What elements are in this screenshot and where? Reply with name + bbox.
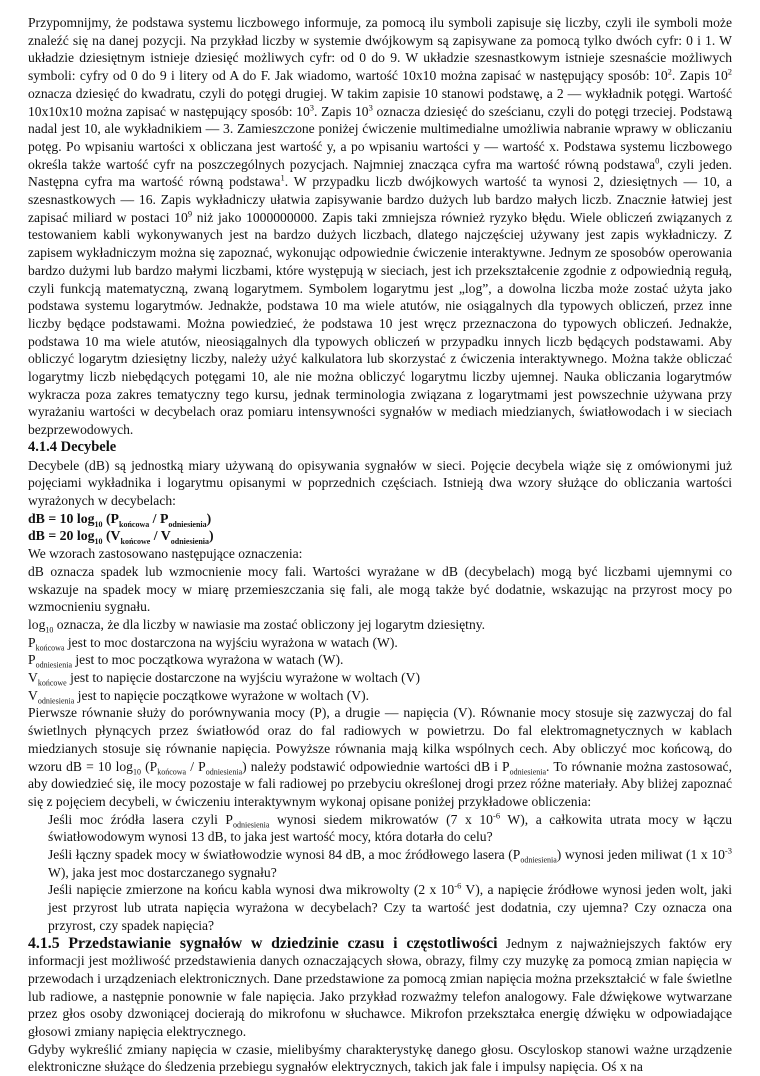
intro-paragraph: Przypomnijmy, że podstawa systemu liczbowego informuje, za pomocą ilu symboli zapisuje się liczby, czyli ile symboli może znaleźć się na danej pozycji. Na przykład liczby w systemie dwójkowym są zapisywane za pomocą tylko dwóch cyfr: 0 i 1. W układzie dziesiętnym istnieje dziesięć możliwych cyfr: od 0 do 9. W układzie szesnastkowym istnieje szesnaście możliwych symboli: cyfry od 0 do 9 i litery od A do F. Jak wiadomo, wartość 10x10 można zapisać w następujący sposób: $10^2$. Zapis $10^2$ oznacza dziesięć do kwadratu, czyli do potęgi drugiej. W takim zapisie 10 stanowi podstawę, a 2 — wykładnik potęgi. Wartość 10x10x10 można zapisać w następujący sposób: $10^3$. Zapis $10^3$ oznacza dziesięć do sześcianu, czyli do potęgi trzeciej. Podstawą nadal jest 10, ale wykładnikiem — 3. Zamieszczone poniżej ćwiczenie multimedialne umożliwia nabranie wprawy w obliczaniu potęg. Po wpisaniu wartości x obliczana jest wartość y, a po wpisaniu wartości y — wartość x. Podstawa systemu liczbowego określa także wartość cyfr na poszczególnych pozycjach. Najmniej znacząca cyfra ma wartość równą podstawa$^0$, czyli jeden. Następna cyfra ma wartość równą podstawa$^1$. W przypadku liczb dwójkowych wartość ta wynosi 2, dziesiętnych — 10, a szesnastkowych — 16. Zapis wykładniczy ułatwia zapisywanie bardzo dużych lub bardzo małych liczb. Znacznie łatwiej jest zapisać miliard w postaci $10^9$ niż jako 1000000000. Zapis taki zmniejsza również ryzyko błędu. Wiele obliczeń związanych z testowaniem kabli wykonywanych jest na bardzo dużych liczbach, dlatego najczęściej używany jest zapis wykładniczy. Z zapisem wykładniczym można się zapoznać, wykonując odpowiednie ćwiczenie interaktywne. Jednym ze sposobów operowania bardzo dużymi lub bardzo małymi liczbami, które występują w sieciach, jest ich przekształcenie zgodnie z odpowiednią regułą, czyli funkcją matematyczną, zwaną logarytmem. Symbolem logarytmu jest „log”, a dowolna liczba może zostać użyta jako podstawa systemu logarytmów. Jednakże, podstawa 10 ma wiele atutów, nie osiągalnych dla typowych obliczeń, przez inne liczby będące podstawami. Można powiedzieć, że podstawa 10 jest wręcz przeznaczona do typowych obliczeń. Jednakże, podstawa 10 ma wiele atutów, nieosiągalnych dla typowych obliczeń w przypadku innych liczb będących podstawami. Aby obliczyć logarytm dziesiętny liczby, należy użyć kalkulatora lub skorzystać z ćwiczenia interaktywnego. Można także obliczać logarytmy liczb niebędących potęgami 10, ale nie można obliczyć logarytmu liczby ujemnej. Nauka obliczania logarytmów wykracza poza zakres tematyczny tego kursu, jednak terminologia związana z logarytmami jest powszechnie używana przy wyrażaniu wartości w decybelach oraz pomiaru intensywności sygnałów w mediach miedzianych, światłowodach i w sieciach bezprzewodowych. xyxy=(28,15,732,438)
decibel-paragraph: Decybele (dB) są jednostką miary używaną do opisywania sygnałów w sieci. Pojęcie decybela wiąże się z omówionymi już pojęciami wykładnika i logarytmu opisanymi w poprzednich częściach. Istnieją dwa wzory służące do obliczania wartości wyrażonych w decybelach: xyxy=(28,457,732,508)
power-equation: dB = 10 $\log_{10} (P_{końcowa} / P_{odniesienia})$ xyxy=(28,510,212,529)
log-definition: $\log_{10}$ oznacza, że dla liczby w nawiasie ma zostać obliczony jej logarytm dziesiętny. xyxy=(28,616,486,635)
voltage-equation: dB = 20 $\log_{10} (V_{końcowe} / V_{odniesienia})$ xyxy=(28,528,214,547)
section-heading-4-1-5: 4.1.5 Przedstawianie sygnałów w dziedzinie czasu i częstotliwości xyxy=(28,934,498,952)
v-ref-definition: $V_{odniesienia}$ jest to napięcie początkowe wyrażone w woltach (V). xyxy=(28,687,370,706)
exercise-list xyxy=(48,811,732,935)
exercise-item: Jeśli moc źródła lasera czyli $P_{odniesienia}$ wynosi siedem mikrowatów (7 x $10^{-6}$ W), a całkowita utrata mocy w łączu światłowodowym wynosi 13 dB, to jaka jest wartość mocy, która dotarła do celu? xyxy=(48,810,732,845)
equations-usage-paragraph: Pierwsze równanie służy do porównywania mocy (P), a drugie — napięcia (V). Równanie mocy stosuje się zazwyczaj do fal świetlnych płynących przez światłowód oraz do fal radiowych w powietrzu. Do fal elektromagnetycznych w kablach miedzianych stosuje się równanie napięcia. Powyższe równania mają kilka wspólnych cech. Aby obliczyć moc końcową, do wzoru dB = 10 $\log_{10} (P_{końcowa} / P_{odniesienia})$ należy podstawić odpowiednie wartości dB i $P_{odniesienia}$. To równanie można zastosować, aby dowiedzieć się, ile mocy pozostaje w fali radiowej po przebyciu określonej drogi przez różne materiały. Aby bliżej zapoznać się z pojęciem decybeli, w ćwiczeniu interaktywnym wykonaj opisane poniżej przykładowe obliczenia: xyxy=(28,705,732,809)
oscilloscope-paragraph: Gdyby wykreślić zmiany napięcia w czasie, mielibyśmy charakterystykę danego głosu. Oscyloskop stanowi ważne urządzenie elektroniczne służące do śledzenia przebiegu sygnałów elektrycznych, takich jak fale i impulsy napięcia. Oś x na xyxy=(28,1041,732,1075)
v-final-definition: $V_{końcowe}$ jest to napięcie dostarczone na wyjściu wyrażone w woltach (V) xyxy=(28,670,421,688)
p-final-definition: $P_{końcowa}$ jest to moc dostarczona na wyjściu wyrażona w watach (W). xyxy=(28,634,398,653)
exercise-item: Jeśli napięcie zmierzone na końcu kabla wynosi dwa mikrowolty (2 x $10^{-6}$ V), a napięcie źródłowe wynosi jeden wolt, jaki jest przyrost lub utrata napięcia wyrażona w decybelach? Czy ta wartość jest dodatnia, czy ujemna? Czy oznacza ona przyrost, czy spadek napięcia? xyxy=(48,880,733,933)
p-ref-definition: $P_{odniesienia}$ jest to moc początkowa wyrażona w watach (W). xyxy=(28,652,344,671)
db-definition: dB oznacza spadek lub wzmocnienie mocy fali. Wartości wyrażane w dB (decybelach) mogą być liczbami ujemnymi co wskazuje na spadek mocy w miarę przemieszczania się fali, ale mogą także być dodatnie, wskazując na przyrost mocy po wzmocnieniu sygnału. xyxy=(28,563,732,615)
exercise-item: Jeśli łączny spadek mocy w światłowodzie wynosi 84 dB, a moc źródłowego lasera $(P_{odniesienia})$ wynosi jeden miliwat (1 x $10^{-3}$ W), jaka jest moc dostarczanego sygnału? xyxy=(48,845,732,880)
section-4-1-5-paragraph: 4.1.5 Przedstawianie sygnałów w dziedzinie czasu i częstotliwości Jednym z najważniejszych faktów ery informacji jest możliwość przedstawienia danych oznaczających słowa, obrazy, filmy czy muzykę za pomocą zmian napięcia w przewodach i urządzeniach elektronicznych. Dane przedstawione za pomocą zmian napięcia można przekształcić w fale świetlne lub radiowe, a następnie ponownie w fale napięcia. Jako przykład rozważmy telefon analogowy. Fale dźwiękowe wytwarzane przez głos osoby dzwoniącej docierają do mikrofonu w słuchawce. Mikrofon przekształca energię dźwięku w odpowiadające głosowi zmiany napięcia elektrycznego. xyxy=(28,934,733,1040)
notation-intro: We wzorach zastosowano następujące oznaczenia: xyxy=(28,546,303,562)
section-heading-4-1-4: 4.1.4 Decybele xyxy=(28,438,117,455)
